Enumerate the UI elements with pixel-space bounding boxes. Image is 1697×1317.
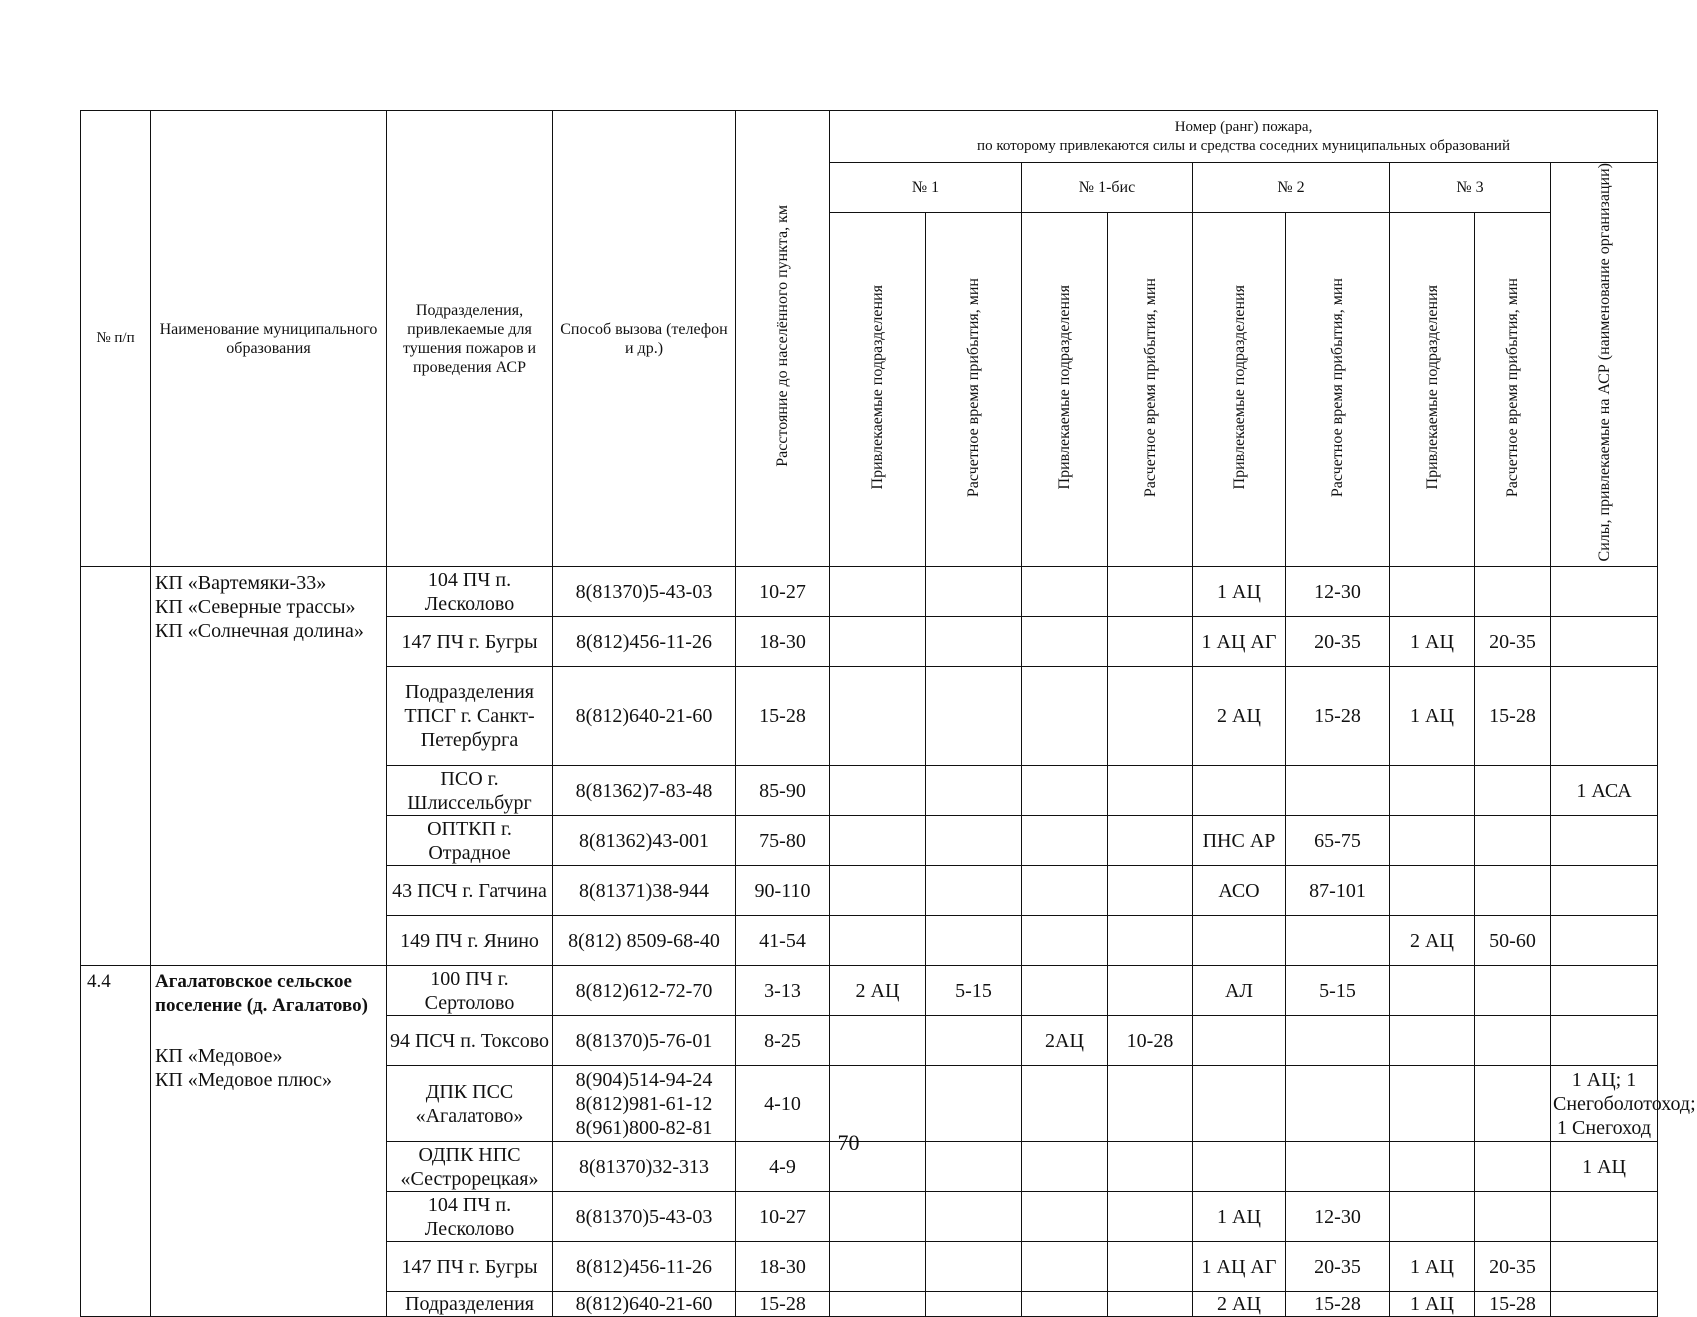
asr-cell bbox=[1551, 966, 1658, 1016]
rank1bis-time-cell: 10-28 bbox=[1108, 1016, 1193, 1066]
rank-title-line-1: Номер (ранг) пожара, bbox=[1174, 118, 1313, 135]
rank3-time-cell bbox=[1475, 766, 1551, 816]
rank1-units-cell bbox=[830, 617, 926, 667]
unit-cell: 100 ПЧ г. Сертолово bbox=[387, 966, 553, 1016]
rank1-time-cell bbox=[926, 567, 1022, 617]
sub-time-label: Расчетное время прибытия, мин bbox=[965, 277, 982, 497]
distance-cell: 90-110 bbox=[736, 866, 830, 916]
phone-cell: 8(81370)32-313 bbox=[553, 1142, 736, 1192]
asr-cell bbox=[1551, 916, 1658, 966]
rank2-time-cell: 12-30 bbox=[1286, 567, 1390, 617]
rank3-time-cell: 20-35 bbox=[1475, 617, 1551, 667]
rank2-units-cell: 1 АЦ АГ bbox=[1193, 617, 1286, 667]
rank2-units-cell: 1 АЦ АГ bbox=[1193, 1242, 1286, 1292]
rank3-time-cell bbox=[1475, 966, 1551, 1016]
unit-cell: Подразделения bbox=[387, 1292, 553, 1317]
header-rank1bis-time bbox=[1108, 213, 1193, 567]
rank1bis-units-cell bbox=[1022, 1242, 1108, 1292]
rank1bis-time-cell bbox=[1108, 766, 1193, 816]
sub-units-label: Привлекаемые подразделения bbox=[869, 285, 886, 490]
header-rank1bis-units bbox=[1022, 213, 1108, 567]
rank3-time-cell: 50-60 bbox=[1475, 916, 1551, 966]
sub-units-label: Привлекаемые подразделения bbox=[1056, 285, 1073, 490]
asr-cell bbox=[1551, 816, 1658, 866]
rank3-time-cell: 20-35 bbox=[1475, 1242, 1551, 1292]
rank3-units-cell: 1 АЦ bbox=[1390, 667, 1475, 766]
unit-cell: 104 ПЧ п. Лесколово bbox=[387, 567, 553, 617]
asr-cell bbox=[1551, 866, 1658, 916]
asr-cell bbox=[1551, 567, 1658, 617]
unit-cell: 147 ПЧ г. Бугры bbox=[387, 1242, 553, 1292]
row-num bbox=[81, 567, 151, 966]
mo-line: КП «Медовое» bbox=[155, 1045, 283, 1068]
distance-cell: 18-30 bbox=[736, 617, 830, 667]
phone-cell: 8(812) 8509-68-40 bbox=[553, 916, 736, 966]
rank1bis-units-cell bbox=[1022, 866, 1108, 916]
table-row bbox=[81, 567, 1658, 617]
unit-cell: ПСО г. Шлиссельбург bbox=[387, 766, 553, 816]
rank3-units-cell bbox=[1390, 1192, 1475, 1242]
rank3-units-cell bbox=[1390, 816, 1475, 866]
header-distance-cell bbox=[736, 111, 830, 567]
rank2-time-cell: 20-35 bbox=[1286, 1242, 1390, 1292]
phone-cell: 8(812)456-11-26 bbox=[553, 617, 736, 667]
rank1-units-cell bbox=[830, 567, 926, 617]
header-rank1-time bbox=[926, 213, 1022, 567]
rank1-units-cell bbox=[830, 1016, 926, 1066]
unit-cell: ДПК ПСС «Агалатово» bbox=[387, 1066, 553, 1142]
header-rank3-units bbox=[1390, 213, 1475, 567]
phone-cell: 8(812)640-21-60 bbox=[553, 667, 736, 766]
rank1bis-time-cell bbox=[1108, 966, 1193, 1016]
rank2-time-cell: 12-30 bbox=[1286, 1192, 1390, 1242]
rank1-units-cell bbox=[830, 1192, 926, 1242]
header-mo-name: Наименование муниципального образования bbox=[151, 111, 387, 567]
sub-time-label: Расчетное время прибытия, мин bbox=[1504, 277, 1521, 497]
mo-title: Агалатовское сельское поселение (д. Агалатово) bbox=[155, 971, 368, 1017]
asr-cell bbox=[1551, 1192, 1658, 1242]
mo-line: КП «Северные трассы» bbox=[155, 596, 356, 619]
rank1-units-cell bbox=[830, 766, 926, 816]
rank3-units-cell bbox=[1390, 1016, 1475, 1066]
phone-cell: 8(81370)5-43-03 bbox=[553, 567, 736, 617]
distance-cell: 10-27 bbox=[736, 567, 830, 617]
rank1bis-time-cell bbox=[1108, 617, 1193, 667]
rank1bis-units-cell bbox=[1022, 667, 1108, 766]
rank1bis-time-cell bbox=[1108, 866, 1193, 916]
rank2-units-cell bbox=[1193, 916, 1286, 966]
rank2-units-cell: 1 АЦ bbox=[1193, 567, 1286, 617]
header-rank2-units bbox=[1193, 213, 1286, 567]
rank1bis-units-cell bbox=[1022, 966, 1108, 1016]
rank2-units-cell: 2 АЦ bbox=[1193, 667, 1286, 766]
rank3-units-cell bbox=[1390, 966, 1475, 1016]
rank1bis-units-cell bbox=[1022, 567, 1108, 617]
phone-cell: 8(812)612-72-70 bbox=[553, 966, 736, 1016]
rank2-time-cell: 65-75 bbox=[1286, 816, 1390, 866]
rank1bis-time-cell bbox=[1108, 1292, 1193, 1317]
header-rank-2: № 2 bbox=[1193, 163, 1390, 213]
mo-line: КП «Вартемяки-33» bbox=[155, 572, 327, 595]
rank3-time-cell bbox=[1475, 1016, 1551, 1066]
rank3-units-cell bbox=[1390, 567, 1475, 617]
rank2-time-cell: 20-35 bbox=[1286, 617, 1390, 667]
rank2-time-cell bbox=[1286, 1016, 1390, 1066]
rank3-time-cell bbox=[1475, 567, 1551, 617]
rank1bis-units-cell bbox=[1022, 1192, 1108, 1242]
rank1-time-cell bbox=[926, 916, 1022, 966]
phone-cell: 8(81371)38-944 bbox=[553, 866, 736, 916]
rank1-time-cell: 5-15 bbox=[926, 966, 1022, 1016]
phone-cell: 8(81362)7-83-48 bbox=[553, 766, 736, 816]
asr-cell bbox=[1551, 1016, 1658, 1066]
distance-cell: 41-54 bbox=[736, 916, 830, 966]
header-rank-3: № 3 bbox=[1390, 163, 1551, 213]
header-units: Подразделения, привлекаемые для тушения пожаров и проведения АСР bbox=[387, 111, 553, 567]
phone-cell: 8(812)456-11-26 bbox=[553, 1242, 736, 1292]
header-asr: Силы, привлекаемые на АСР (наименование организации) bbox=[1595, 163, 1613, 562]
header-rank3-time bbox=[1475, 213, 1551, 567]
rank1-time-cell bbox=[926, 1016, 1022, 1066]
sub-time-label: Расчетное время прибытия, мин bbox=[1329, 277, 1346, 497]
table-body bbox=[81, 567, 1696, 1317]
header-rank-1: № 1 bbox=[830, 163, 1022, 213]
rank1-time-cell bbox=[926, 1192, 1022, 1242]
rank3-time-cell bbox=[1475, 1192, 1551, 1242]
header-rank-1bis: № 1-бис bbox=[1022, 163, 1193, 213]
distance-cell: 85-90 bbox=[736, 766, 830, 816]
header-rank-title bbox=[830, 111, 1658, 163]
rank-title-line-2: по которому привлекаются силы и средства соседних муниципальных образований bbox=[977, 137, 1510, 154]
asr-cell: 1 АЦ bbox=[1551, 1142, 1658, 1192]
rank3-time-cell: 15-28 bbox=[1475, 667, 1551, 766]
unit-cell: ОДПК НПС «Сестрорецкая» bbox=[387, 1142, 553, 1192]
distance-cell: 10-27 bbox=[736, 1192, 830, 1242]
unit-cell: 43 ПСЧ г. Гатчина bbox=[387, 866, 553, 916]
mo-line: КП «Медовое плюс» bbox=[155, 1069, 333, 1092]
distance-cell: 15-28 bbox=[736, 667, 830, 766]
rank1-time-cell bbox=[926, 617, 1022, 667]
asr-cell: 1 АЦ; 1 Снегоболотоход; 1 Снегоход bbox=[1551, 1066, 1658, 1142]
sub-units-label: Привлекаемые подразделения bbox=[1423, 285, 1441, 490]
rank1-units-cell bbox=[830, 1242, 926, 1292]
rank3-time-cell bbox=[1475, 866, 1551, 916]
phone-cell: 8(904)514-94-24 8(812)981-61-12 8(961)800-82-81 bbox=[553, 1066, 736, 1142]
rank1bis-time-cell bbox=[1108, 1192, 1193, 1242]
rank1bis-units-cell bbox=[1022, 916, 1108, 966]
rank1-time-cell bbox=[926, 866, 1022, 916]
rank1bis-time-cell bbox=[1108, 667, 1193, 766]
rank2-units-cell: 1 АЦ bbox=[1193, 1192, 1286, 1242]
distance-cell: 8-25 bbox=[736, 1016, 830, 1066]
unit-cell: 94 ПСЧ п. Токсово bbox=[387, 1016, 553, 1066]
rank2-units-cell bbox=[1193, 766, 1286, 816]
distance-cell: 4-10 bbox=[736, 1066, 830, 1142]
rank1-units-cell bbox=[830, 816, 926, 866]
rank3-units-cell bbox=[1390, 866, 1475, 916]
rank1bis-time-cell bbox=[1108, 816, 1193, 866]
row-num-4-4: 4.4 bbox=[81, 966, 151, 1317]
asr-cell bbox=[1551, 617, 1658, 667]
distance-cell: 18-30 bbox=[736, 1242, 830, 1292]
distance-cell: 3-13 bbox=[736, 966, 830, 1016]
rank1bis-units-cell: 2АЦ bbox=[1022, 1016, 1108, 1066]
asr-cell: 1 АСА bbox=[1551, 766, 1658, 816]
phone-cell: 8(812)640-21-60 bbox=[553, 1292, 736, 1317]
header-call: Способ вызова (телефон и др.) bbox=[553, 111, 736, 567]
unit-cell: 147 ПЧ г. Бугры bbox=[387, 617, 553, 667]
page-number: 70 bbox=[837, 1130, 860, 1155]
rank1-time-cell bbox=[926, 1242, 1022, 1292]
rank1-units-cell bbox=[830, 667, 926, 766]
rank3-units-cell: 1 АЦ bbox=[1390, 617, 1475, 667]
header-rank2-time bbox=[1286, 213, 1390, 567]
phone-cell: 8(81362)43-001 bbox=[553, 816, 736, 866]
header-num: № п/п bbox=[81, 111, 151, 567]
rank2-time-cell: 5-15 bbox=[1286, 966, 1390, 1016]
header-distance: Расстояние до населённого пункта, км bbox=[774, 205, 791, 468]
rank2-time-cell bbox=[1286, 916, 1390, 966]
rank1bis-time-cell bbox=[1108, 1242, 1193, 1292]
distance-cell: 75-80 bbox=[736, 816, 830, 866]
rank1-time-cell bbox=[926, 1292, 1022, 1317]
asr-cell bbox=[1551, 1242, 1658, 1292]
unit-cell: ОПТКП г. Отрадное bbox=[387, 816, 553, 866]
rank2-units-cell: АСО bbox=[1193, 866, 1286, 916]
rank2-units-cell bbox=[1193, 1016, 1286, 1066]
rank2-time-cell: 87-101 bbox=[1286, 866, 1390, 916]
rank2-time-cell: 15-28 bbox=[1286, 1292, 1390, 1317]
sub-time-label: Расчетное время прибытия, мин bbox=[1141, 277, 1159, 497]
rank1-time-cell bbox=[926, 667, 1022, 766]
table-row bbox=[81, 966, 1658, 1016]
rank1bis-time-cell bbox=[1108, 567, 1193, 617]
rank1bis-units-cell bbox=[1022, 1292, 1108, 1317]
rank1bis-units-cell bbox=[1022, 816, 1108, 866]
header-rank1-units bbox=[830, 213, 926, 567]
rank3-units-cell: 1 АЦ bbox=[1390, 1242, 1475, 1292]
rank2-units-cell: АЛ bbox=[1193, 966, 1286, 1016]
distance-cell: 15-28 bbox=[736, 1292, 830, 1317]
distance-cell: 4-9 bbox=[736, 1142, 830, 1192]
rank2-units-cell: ПНС АР bbox=[1193, 816, 1286, 866]
rank1bis-units-cell bbox=[1022, 617, 1108, 667]
rank2-time-cell: 15-28 bbox=[1286, 667, 1390, 766]
rank3-units-cell: 1 АЦ bbox=[1390, 1292, 1475, 1317]
unit-cell: 104 ПЧ п. Лесколово bbox=[387, 1192, 553, 1242]
rank3-time-cell bbox=[1475, 816, 1551, 866]
rank1bis-time-cell bbox=[1108, 916, 1193, 966]
rank2-time-cell bbox=[1286, 766, 1390, 816]
rank1-units-cell: 2 АЦ bbox=[830, 966, 926, 1016]
sub-units-label: Привлекаемые подразделения bbox=[1230, 285, 1248, 490]
asr-cell bbox=[1551, 1292, 1658, 1317]
asr-cell bbox=[1551, 667, 1658, 766]
rank1-units-cell bbox=[830, 1292, 926, 1317]
phone-cell: 8(81370)5-76-01 bbox=[553, 1016, 736, 1066]
mo-cell-group1 bbox=[151, 567, 387, 966]
rank2-units-cell: 2 АЦ bbox=[1193, 1292, 1286, 1317]
rank1-time-cell bbox=[926, 816, 1022, 866]
rank1bis-units-cell bbox=[1022, 766, 1108, 816]
rank3-units-cell bbox=[1390, 766, 1475, 816]
rank1-time-cell bbox=[926, 766, 1022, 816]
phone-cell: 8(81370)5-43-03 bbox=[553, 1192, 736, 1242]
unit-cell: Подразделения ТПСГ г. Санкт-Петербурга bbox=[387, 667, 553, 766]
header-asr-cell bbox=[1551, 163, 1658, 567]
mo-line: КП «Солнечная долина» bbox=[155, 620, 364, 643]
unit-cell: 149 ПЧ г. Янино bbox=[387, 916, 553, 966]
rank3-time-cell: 15-28 bbox=[1475, 1292, 1551, 1317]
rank1-units-cell bbox=[830, 916, 926, 966]
rank3-units-cell: 2 АЦ bbox=[1390, 916, 1475, 966]
rank1-units-cell bbox=[830, 866, 926, 916]
